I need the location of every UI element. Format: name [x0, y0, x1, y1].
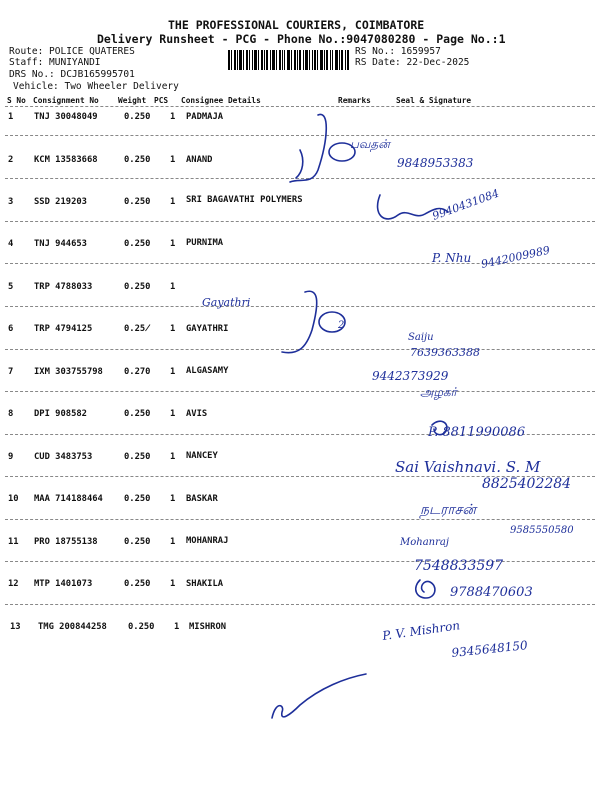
row-pcs: 1	[170, 494, 176, 504]
barcode	[228, 50, 349, 70]
row-consignment: KCM 13583668	[34, 155, 98, 165]
row-weight: 0.250	[128, 622, 155, 632]
row-consignee: GAYATHRI	[186, 324, 229, 334]
handwriting-row7-phone: 9442373929	[372, 369, 449, 383]
row-weight: 0.250	[124, 579, 151, 589]
row-consignee: ALGASAMY	[186, 366, 229, 376]
handwriting-row3-phone: 9940431084	[430, 186, 501, 223]
row-weight: 0.250	[124, 537, 151, 547]
rs-date: RS Date: 22-Dec-2025	[355, 57, 470, 68]
circle-mark-1	[329, 143, 355, 161]
handwriting-row12-phone1: 7548833597	[414, 558, 504, 574]
row-consignment: TNJ 944653	[34, 239, 87, 249]
handwriting-row6-phone: 7639363388	[410, 346, 480, 359]
handwriting-row1-phone: 9848953383	[397, 156, 474, 170]
row-pcs: 1	[170, 239, 176, 249]
col-header-consignee: Consignee Details	[181, 96, 261, 105]
row-consignee: PURNIMA	[186, 238, 224, 248]
row-weight: 0.250	[124, 452, 151, 462]
col-header-sno: S No	[7, 96, 26, 105]
row-weight: 0.270	[124, 367, 151, 377]
handwriting-row10-name: நடராசன்	[420, 502, 476, 518]
row-sno: 10	[8, 494, 19, 504]
row-sno: 13	[10, 622, 21, 632]
row-weight: 0.250	[124, 239, 151, 249]
circle-scribble-8	[432, 421, 447, 434]
row-consignment: TNJ 30048049	[34, 112, 98, 122]
col-header-consignment: Consignment No	[33, 96, 99, 105]
row-pcs: 1	[170, 452, 176, 462]
handwriting-row9-name: Sai Vaishnavi. S. M	[395, 458, 541, 476]
row-consignee: PADMAJA	[186, 112, 224, 122]
row-pcs: 1	[170, 197, 176, 207]
row-consignment: SSD 219203	[34, 197, 87, 207]
col-header-weight: Weight	[118, 96, 147, 105]
col-header-seal: Seal & Signature	[396, 96, 472, 105]
row-sno: 3	[8, 197, 14, 207]
row-sno: 6	[8, 324, 14, 334]
signature-scribble-12	[416, 580, 435, 598]
bracket-mark-2	[282, 291, 317, 352]
staff-label: Staff: MUNIYANDI	[9, 57, 101, 68]
row-sno: 11	[8, 537, 19, 547]
drs-label: DRS No.: DCJB165995701	[9, 69, 135, 80]
row-pcs: 1	[170, 112, 176, 122]
row-sno: 8	[8, 409, 14, 419]
row-consignee: ANAND	[186, 155, 213, 165]
row-consignment: PRO 18755138	[34, 537, 98, 547]
row-pcs: 1	[170, 155, 176, 165]
row-consignee: BASKAR	[186, 494, 218, 504]
row-consignee: MISHRON	[189, 622, 227, 632]
row-pcs: 1	[170, 367, 176, 377]
handwriting-row6-name: Gayathri	[202, 296, 251, 309]
row-consignment: TMG 200844258	[38, 622, 107, 632]
row-weight: 0.250	[124, 197, 151, 207]
row-sno: 12	[8, 579, 19, 589]
row-pcs: 1	[170, 579, 176, 589]
row-consignee: SHAKILA	[186, 579, 224, 589]
handwriting-row4-name: P. Nhu	[432, 251, 472, 265]
row-sno: 5	[8, 282, 14, 292]
company-title: THE PROFESSIONAL COURIERS, COIMBATORE	[168, 18, 425, 32]
handwriting-row11-phone: 9585550580	[510, 525, 574, 536]
col-header-remarks: Remarks	[338, 96, 371, 105]
row-consignment: TRP 4788033	[34, 282, 93, 292]
circle-mark-2	[319, 312, 345, 332]
col-header-pcs: PCS	[154, 96, 169, 105]
row-sno: 9	[8, 452, 14, 462]
row-weight: 0.250	[124, 282, 151, 292]
row-consignment: IXM 303755798	[34, 367, 103, 377]
row-consignment: DPI 908582	[34, 409, 87, 419]
handwriting-row12-phone2: 9788470603	[450, 585, 533, 600]
row-pcs: 1	[174, 622, 180, 632]
handwriting-mark-2: 2	[338, 320, 345, 331]
row-weight: 0.250	[124, 409, 151, 419]
row-sno: 4	[8, 239, 14, 249]
row-weight: 0.25̸	[124, 324, 151, 334]
row-consignment: CUD 3483753	[34, 452, 93, 462]
row-consignee: NANCEY	[186, 451, 218, 461]
bottom-scribble	[272, 674, 366, 718]
handwriting-row13-phone: 9345648150	[450, 638, 529, 660]
row-pcs: 1	[170, 282, 176, 292]
rs-number: RS No.: 1659957	[355, 46, 441, 57]
handwriting-row7-name: அழகர்	[420, 385, 457, 399]
vehicle-label: Vehicle: Two Wheeler Delivery	[13, 81, 179, 92]
row-weight: 0.250	[124, 155, 151, 165]
row-sno: 7	[8, 367, 14, 377]
header-divider	[5, 106, 595, 107]
row-consignee: MOHANRAJ	[186, 536, 229, 546]
row-pcs: 1	[170, 409, 176, 419]
bracket-mark-1	[290, 114, 326, 182]
route-label: Route: POLICE QUATERES	[9, 46, 135, 57]
handwriting-row11-name: Mohanraj	[400, 537, 449, 548]
handwriting-row13-name: P. V. Mishron	[381, 618, 461, 643]
row-sno: 1	[8, 112, 14, 122]
row-consignee: SRI BAGAVATHI POLYMERS	[186, 195, 303, 205]
handwriting-row6-line1: Saiju	[408, 332, 434, 343]
row-weight: 0.250	[124, 112, 151, 122]
row-consignment: MTP 1401073	[34, 579, 93, 589]
row-consignment: MAA 714188464	[34, 494, 103, 504]
row-weight: 0.250	[124, 494, 151, 504]
row-consignment: TRP 4794125	[34, 324, 93, 334]
handwriting-row8-phone: P. 8811990086	[428, 425, 526, 440]
row-consignee: AVIS	[186, 409, 208, 419]
row-pcs: 1	[170, 537, 176, 547]
runsheet-title: Delivery Runsheet - PCG - Phone No.:9047080280 - Page No.:1	[97, 32, 506, 46]
handwriting-row4-phone: 9442009989	[479, 243, 552, 271]
row-sno: 2	[8, 155, 14, 165]
handwriting-row9-phone: 8825402284	[482, 476, 572, 492]
row-pcs: 1	[170, 324, 176, 334]
handwriting-row1-name: பவதன்	[350, 137, 390, 151]
signature-scribble-3	[378, 195, 448, 219]
